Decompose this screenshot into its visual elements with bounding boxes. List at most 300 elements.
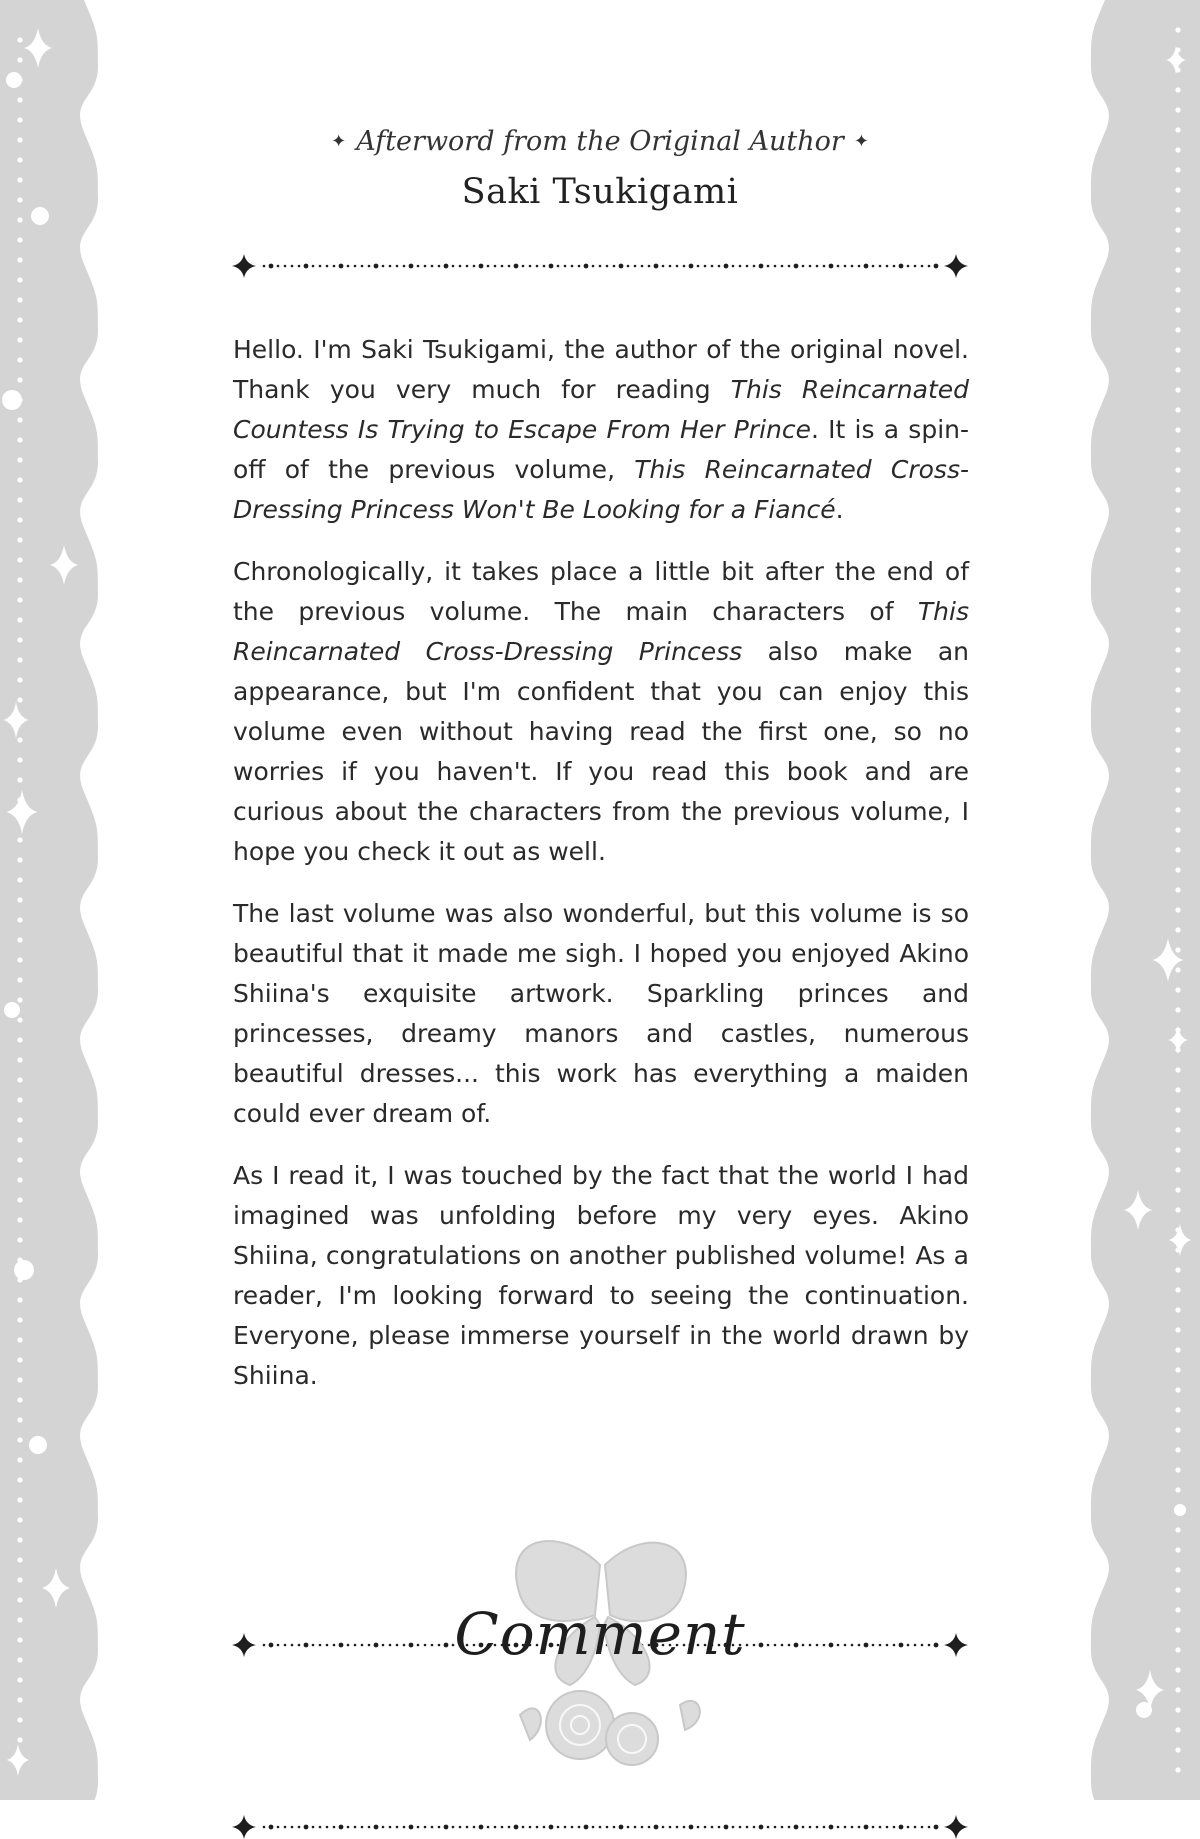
border-dot xyxy=(17,1057,22,1062)
divider-dot xyxy=(711,1826,714,1829)
border-dot xyxy=(1175,1627,1180,1632)
divider-dot xyxy=(634,1826,637,1829)
divider-dot xyxy=(893,265,896,268)
divider-dot xyxy=(479,264,484,269)
divider-dot xyxy=(354,1826,357,1829)
divider-dot xyxy=(654,1825,659,1830)
divider-dot xyxy=(809,1826,812,1829)
divider-dot xyxy=(676,1826,679,1829)
divider-dot xyxy=(794,1643,799,1648)
book-title-run: This Reincarnated Countess Is Trying to Escape From Her Prince xyxy=(233,375,969,444)
divider-dot xyxy=(879,265,882,268)
border-dot xyxy=(17,217,22,222)
divider-dot xyxy=(269,1643,274,1648)
divider-dot xyxy=(438,1826,441,1829)
divider-dot xyxy=(872,265,875,268)
divider-dot xyxy=(339,264,344,269)
divider-dot xyxy=(396,1644,399,1647)
divider-dot xyxy=(347,1644,350,1647)
divider-dot xyxy=(724,1825,729,1830)
divider-dot xyxy=(781,1826,784,1829)
divider-dot xyxy=(269,1825,274,1830)
border-dot xyxy=(1175,27,1180,32)
divider-dot xyxy=(844,1644,847,1647)
divider-dot xyxy=(886,265,889,268)
divider-dot xyxy=(921,1826,924,1829)
border-dot xyxy=(17,237,22,242)
divider-dot xyxy=(374,1825,379,1830)
border-dot xyxy=(1175,507,1180,512)
divider-dot xyxy=(466,1826,469,1829)
divider-dot xyxy=(339,1643,344,1648)
divider-dot xyxy=(326,1644,329,1647)
border-dot xyxy=(1175,427,1180,432)
border-dot xyxy=(2,390,22,410)
text-run: . It is a spin-off of the previous volume, xyxy=(233,415,970,484)
divider-dot xyxy=(788,265,791,268)
border-dot xyxy=(1175,1687,1180,1692)
border-dot xyxy=(1175,407,1180,412)
leaf-icon xyxy=(520,1708,541,1740)
border-dot xyxy=(1175,1387,1180,1392)
divider-dot xyxy=(619,1825,624,1830)
border-dot xyxy=(17,157,22,162)
divider-dot xyxy=(347,1826,350,1829)
divider-dot xyxy=(858,265,861,268)
divider-dot xyxy=(284,1644,287,1647)
divider-dot xyxy=(277,265,280,268)
divider-dot xyxy=(767,265,770,268)
border-dot xyxy=(1175,1267,1180,1272)
border-dot xyxy=(17,257,22,262)
divider-dot xyxy=(487,265,490,268)
border-dot xyxy=(1175,1647,1180,1652)
divider-dot xyxy=(298,1826,301,1829)
right-wavy-border xyxy=(1091,0,1200,1800)
border-dot xyxy=(1175,287,1180,292)
border-dot xyxy=(17,37,22,42)
divider-dot xyxy=(304,1825,309,1830)
border-dot xyxy=(1175,247,1180,252)
border-dot xyxy=(1175,687,1180,692)
border-dot xyxy=(1175,87,1180,92)
border-dot xyxy=(1175,387,1180,392)
divider-dot xyxy=(312,265,315,268)
border-dot xyxy=(17,1177,22,1182)
border-dot xyxy=(1175,1547,1180,1552)
border-dot xyxy=(1175,347,1180,352)
divider-dot xyxy=(669,265,672,268)
border-dot xyxy=(1175,1207,1180,1212)
border-dot xyxy=(17,297,22,302)
border-dot xyxy=(1175,1087,1180,1092)
divider-dot xyxy=(851,1644,854,1647)
divider-dot xyxy=(606,265,609,268)
divider-dot xyxy=(627,265,630,268)
border-dot xyxy=(17,1397,22,1402)
divider-dot xyxy=(298,1644,301,1647)
divider-dot xyxy=(529,1826,532,1829)
text-run: The last volume was also wonderful, but this volume is so beautiful that it made me sigh. I hoped you enjoyed Akino Shiina's exquisite artwork. Sparkling princes and princesses, dreamy manors and castles, numerous beautiful dresses... this work has everything a maiden could ever dream of. xyxy=(233,899,969,1128)
divider-dot xyxy=(669,1826,672,1829)
divider-dot xyxy=(522,1826,525,1829)
border-dot xyxy=(17,777,22,782)
border-dot xyxy=(17,677,22,682)
border-dot xyxy=(17,117,22,122)
paragraph-3 xyxy=(233,894,969,1134)
divider-dot xyxy=(368,1826,371,1829)
leaf-icon xyxy=(680,1701,700,1730)
border-dot xyxy=(1175,1767,1180,1772)
divider-star-icon xyxy=(232,1633,256,1657)
border-dot xyxy=(1175,667,1180,672)
divider-dot xyxy=(599,265,602,268)
divider-dot xyxy=(704,1826,707,1829)
divider-dot xyxy=(333,1826,336,1829)
border-dot xyxy=(1175,267,1180,272)
divider-dot xyxy=(879,1644,882,1647)
border-dot xyxy=(1175,1527,1180,1532)
divider-dot xyxy=(584,1825,589,1830)
divider-dot xyxy=(697,265,700,268)
divider-dot xyxy=(431,265,434,268)
afterword-kicker xyxy=(0,126,1200,157)
divider-dot xyxy=(858,1826,861,1829)
border-dot xyxy=(1175,867,1180,872)
divider-dot xyxy=(536,265,539,268)
border-dot xyxy=(1136,1702,1152,1718)
border-dot xyxy=(17,1197,22,1202)
border-dot xyxy=(17,1477,22,1482)
border-dot xyxy=(17,1677,22,1682)
divider-dot xyxy=(858,1644,861,1647)
border-dot xyxy=(17,457,22,462)
divider-dot xyxy=(431,1644,434,1647)
border-dot xyxy=(17,1657,22,1662)
divider-star-icon xyxy=(944,1633,968,1657)
border-dot xyxy=(1175,1707,1180,1712)
border-dot xyxy=(1175,107,1180,112)
border-dot xyxy=(17,1037,22,1042)
border-dot xyxy=(1175,807,1180,812)
divider-dot xyxy=(263,265,266,268)
divider-dot xyxy=(837,1826,840,1829)
border-dot xyxy=(17,1637,22,1642)
divider-dot xyxy=(816,1826,819,1829)
divider-dot xyxy=(549,264,554,269)
border-dot xyxy=(17,937,22,942)
divider-dot xyxy=(382,265,385,268)
divider-dot xyxy=(851,1826,854,1829)
divider-dot xyxy=(409,1643,414,1648)
divider-dot xyxy=(361,1644,364,1647)
divider-dot xyxy=(914,265,917,268)
divider-dot xyxy=(899,1825,904,1830)
divider-dot xyxy=(886,1826,889,1829)
border-dot xyxy=(1175,967,1180,972)
divider-dot xyxy=(304,264,309,269)
comment-title: Comment xyxy=(454,1600,746,1668)
divider-dot xyxy=(914,1826,917,1829)
border-dot xyxy=(1175,1307,1180,1312)
border-dot xyxy=(17,497,22,502)
border-dot xyxy=(1175,1167,1180,1172)
divider-dot xyxy=(613,1826,616,1829)
divider-dot xyxy=(619,264,624,269)
divider-dot xyxy=(291,1644,294,1647)
divider-dot xyxy=(361,1826,364,1829)
divider-dot xyxy=(557,265,560,268)
divider-dot xyxy=(899,1643,904,1648)
border-dot xyxy=(17,957,22,962)
border-dot xyxy=(17,1117,22,1122)
divider-dot xyxy=(613,265,616,268)
divider-dot xyxy=(284,265,287,268)
divider-dot xyxy=(409,1825,414,1830)
divider-dot xyxy=(864,1643,869,1648)
border-dot xyxy=(17,417,22,422)
border-dot xyxy=(17,857,22,862)
border-dot xyxy=(1175,467,1180,472)
divider-dot xyxy=(872,1644,875,1647)
rose-icon xyxy=(546,1691,614,1759)
text-run: Hello. I'm Saki Tsukigami, the author of the original novel. Thank you very much for reading xyxy=(233,335,969,404)
divider-dot xyxy=(403,1826,406,1829)
divider-star-icon xyxy=(944,254,968,278)
border-dot xyxy=(1175,567,1180,572)
sparkle-icon: ✦ xyxy=(331,131,347,152)
divider-dot xyxy=(382,1826,385,1829)
divider-dot xyxy=(444,264,449,269)
divider-dot xyxy=(417,1644,420,1647)
border-dot xyxy=(1175,647,1180,652)
author-name: Saki Tsukigami xyxy=(461,172,739,212)
border-dot xyxy=(17,1557,22,1562)
border-dot xyxy=(17,1437,22,1442)
border-dot xyxy=(1175,1447,1180,1452)
border-dot xyxy=(17,1717,22,1722)
border-dot xyxy=(1175,1467,1180,1472)
right-border-shape xyxy=(1091,0,1200,1800)
divider-dot xyxy=(816,265,819,268)
border-dot xyxy=(1175,827,1180,832)
divider-dot xyxy=(291,265,294,268)
divider-dot xyxy=(844,1826,847,1829)
border-dot xyxy=(17,357,22,362)
divider-dot xyxy=(529,265,532,268)
border-dot xyxy=(1175,367,1180,372)
divider-dot xyxy=(809,265,812,268)
divider-dot xyxy=(319,1826,322,1829)
divider-dot xyxy=(557,1826,560,1829)
divider-dot xyxy=(641,1826,644,1829)
divider-dot xyxy=(466,265,469,268)
divider-dot xyxy=(662,1826,665,1829)
border-dot xyxy=(17,1577,22,1582)
divider-dot xyxy=(592,265,595,268)
rose-icon xyxy=(606,1713,658,1765)
border-dot xyxy=(17,737,22,742)
divider-dot xyxy=(549,1825,554,1830)
divider-dot xyxy=(823,1644,826,1647)
border-dot xyxy=(17,97,22,102)
divider-dot xyxy=(571,1826,574,1829)
divider-dot xyxy=(781,1644,784,1647)
paragraph-4 xyxy=(233,1156,969,1396)
divider-dot xyxy=(564,265,567,268)
divider-dot xyxy=(662,265,665,268)
divider-dot xyxy=(718,1826,721,1829)
border-dot xyxy=(1175,1347,1180,1352)
divider-dot xyxy=(389,265,392,268)
divider-dot xyxy=(654,264,659,269)
text-run: As I read it, I was touched by the fact that the world I had imagined was unfolding before my very eyes. Akino Shiina, congratulations on another published volume! As a reader, I'm looking forward to seeing the continuation. Everyone, please immerse yourself in the world drawn by Shiina. xyxy=(233,1161,969,1390)
divider-dot xyxy=(487,1826,490,1829)
border-dot xyxy=(1175,527,1180,532)
border-dot xyxy=(17,1237,22,1242)
divider-dot xyxy=(767,1644,770,1647)
divider-dot xyxy=(934,1643,939,1648)
border-dot xyxy=(1175,587,1180,592)
text-run: also make an appearance, but I'm confident that you can enjoy this volume even without having read the first one, so no worries if you haven't. If you read this book and are curious about the characters from the previous volume, I hope you check it out as well. xyxy=(233,637,969,866)
border-dot xyxy=(1175,1147,1180,1152)
border-dot xyxy=(17,1077,22,1082)
divider-dot xyxy=(704,265,707,268)
divider-dot xyxy=(718,265,721,268)
border-dot xyxy=(17,317,22,322)
divider-dot xyxy=(689,1825,694,1830)
divider-dot xyxy=(431,1826,434,1829)
divider-dot xyxy=(907,265,910,268)
divider-dot xyxy=(494,265,497,268)
divider-dot xyxy=(893,1826,896,1829)
border-dot xyxy=(1175,487,1180,492)
border-dot xyxy=(17,1537,22,1542)
divider-dot xyxy=(403,265,406,268)
divider-dot xyxy=(907,1826,910,1829)
border-dot xyxy=(17,437,22,442)
border-dot xyxy=(1175,1287,1180,1292)
divider-dot xyxy=(739,1826,742,1829)
divider-dot xyxy=(914,1644,917,1647)
border-dot xyxy=(17,1137,22,1142)
divider-dot xyxy=(759,264,764,269)
left-wavy-border xyxy=(0,0,98,1800)
paragraph-1 xyxy=(233,330,969,530)
border-dot xyxy=(17,1097,22,1102)
divider-dot xyxy=(284,1826,287,1829)
divider-dot xyxy=(627,1826,630,1829)
divider-dot xyxy=(886,1644,889,1647)
border-dot xyxy=(1175,1007,1180,1012)
divider-dot xyxy=(584,264,589,269)
border-dot xyxy=(1175,747,1180,752)
border-dot xyxy=(4,1002,20,1018)
border-dot xyxy=(1175,1127,1180,1132)
left-border-shape xyxy=(0,0,98,1800)
border-dot xyxy=(17,1517,22,1522)
divider-dot xyxy=(592,1826,595,1829)
divider-dot xyxy=(774,1644,777,1647)
border-dot xyxy=(17,1597,22,1602)
divider-dot xyxy=(774,265,777,268)
divider-dot xyxy=(809,1644,812,1647)
divider-dot xyxy=(319,1644,322,1647)
divider-dot xyxy=(648,265,651,268)
divider-dot xyxy=(459,1826,462,1829)
divider-dot xyxy=(753,265,756,268)
border-dot xyxy=(1175,1667,1180,1672)
border-dot xyxy=(17,897,22,902)
border-dot xyxy=(1175,887,1180,892)
border-dot xyxy=(17,997,22,1002)
divider-dot xyxy=(676,265,679,268)
border-dot xyxy=(17,697,22,702)
divider-dot xyxy=(361,265,364,268)
divider-dot xyxy=(333,265,336,268)
divider-dot xyxy=(864,264,869,269)
divider-dot xyxy=(389,1826,392,1829)
border-dot xyxy=(1175,547,1180,552)
divider-dot xyxy=(522,265,525,268)
border-dot xyxy=(1175,1487,1180,1492)
border-dot xyxy=(17,917,22,922)
divider-dot xyxy=(473,1826,476,1829)
border-dot xyxy=(1175,927,1180,932)
border-dot xyxy=(17,1157,22,1162)
border-dot xyxy=(17,1417,22,1422)
border-dot xyxy=(1175,767,1180,772)
border-dot xyxy=(1175,1587,1180,1592)
divider-dot xyxy=(501,1826,504,1829)
divider-dot xyxy=(724,264,729,269)
divider-dot xyxy=(326,265,329,268)
divider-dot xyxy=(438,265,441,268)
divider-dot xyxy=(683,1826,686,1829)
divider-dot xyxy=(347,265,350,268)
divider-dot xyxy=(304,1643,309,1648)
border-dot xyxy=(1175,1327,1180,1332)
border-dot xyxy=(17,1377,22,1382)
divider-dot xyxy=(802,265,805,268)
divider-dot xyxy=(354,1644,357,1647)
divider-dot xyxy=(396,265,399,268)
border-dot xyxy=(17,1017,22,1022)
divider-dot xyxy=(802,1644,805,1647)
divider-dot xyxy=(312,1644,315,1647)
divider-dot xyxy=(934,264,939,269)
divider-dot xyxy=(599,1826,602,1829)
divider-dot xyxy=(928,265,931,268)
divider-dot xyxy=(452,1826,455,1829)
border-dot xyxy=(1175,627,1180,632)
divider-dot xyxy=(543,265,546,268)
divider-dot xyxy=(899,264,904,269)
border-dot xyxy=(1175,987,1180,992)
divider-dot xyxy=(829,1643,834,1648)
border-dot xyxy=(17,837,22,842)
divider-dot xyxy=(823,265,826,268)
border-dot xyxy=(17,337,22,342)
divider-dot xyxy=(641,265,644,268)
divider-dot xyxy=(417,265,420,268)
divider-dot xyxy=(452,265,455,268)
divider-dot xyxy=(277,1644,280,1647)
divider-dot xyxy=(802,1826,805,1829)
divider-dot xyxy=(417,1826,420,1829)
divider-dot xyxy=(368,1644,371,1647)
divider-dot xyxy=(689,264,694,269)
